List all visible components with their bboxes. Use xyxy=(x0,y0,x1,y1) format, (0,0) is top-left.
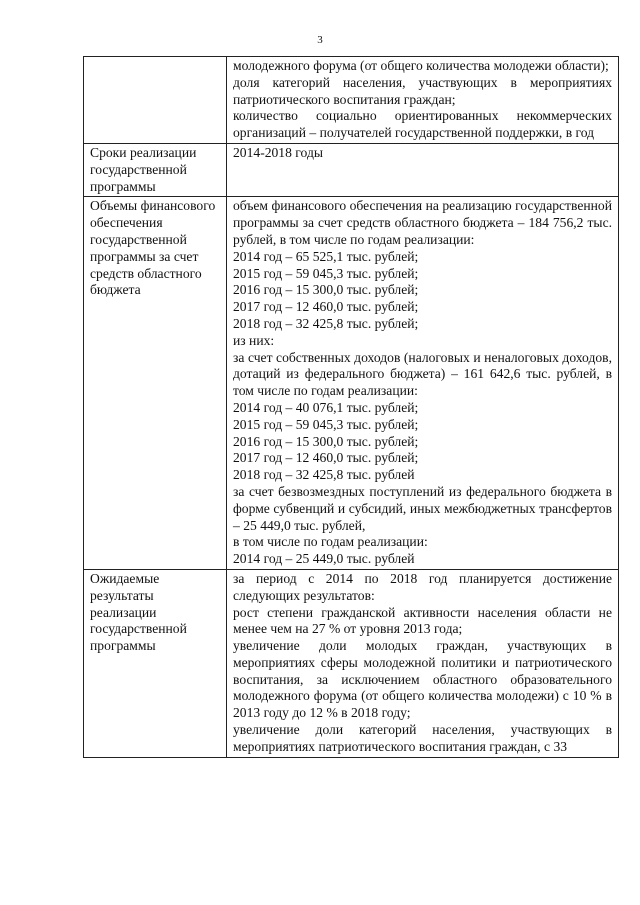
program-passport-table xyxy=(83,56,619,758)
value-line: 2015 год – 59 045,3 тыс. рублей; xyxy=(233,416,419,432)
value-line: 2014 год – 65 525,1 тыс. рублей; xyxy=(233,248,419,264)
value-line: за счет безвозмездных поступлений из федерального бюджета в форме субвенций и субсидий, иных межбюджетных трансфертов – 25 449,0 тыс. рублей, xyxy=(233,483,612,533)
value-line: увеличение доли категорий населения, участвующих в мероприятиях патриотического воспитания граждан, с 33 xyxy=(233,722,612,754)
value-line: 2017 год – 12 460,0 тыс. рублей; xyxy=(233,299,419,315)
value-line: увеличение доли молодых граждан, участвующих в мероприятиях сферы молодежной политики и патриотического воспитания, за исключением областного образовательного молодежного форума (от общего количества молодежи) с 10 % в 2013 году до 12 % в 2018 году; xyxy=(233,638,612,721)
value-line: количество социально ориентированных некоммерческих организаций – получателей государственной поддержки, в год xyxy=(233,108,612,141)
row-value-indicators xyxy=(227,57,619,144)
value-line: за период с 2014 по 2018 год планируется достижение следующих результатов: xyxy=(233,570,612,603)
row-label xyxy=(84,57,227,144)
value-line: из них: xyxy=(233,332,275,348)
table-row-expected-results xyxy=(84,569,619,757)
row-label: Объемы финансового обеспечения государственной программы за счет средств областного бюджета xyxy=(84,197,227,570)
value-line: 2018 год – 32 425,8 тыс. рублей xyxy=(233,467,415,483)
value-line: 2018 год – 32 425,8 тыс. рублей; xyxy=(233,315,419,331)
row-value-results xyxy=(227,569,619,757)
value-line: за счет собственных доходов (налоговых и неналоговых доходов, дотаций из федерального бюджета) – 161 642,6 тыс. рублей, в том числе по годам реализации: xyxy=(233,349,612,399)
value-line: доля категорий населения, участвующих в мероприятиях патриотического воспитания граждан; xyxy=(233,74,612,107)
row-label: Ожидаемые результаты реализации государственной программы xyxy=(84,569,227,757)
value-line: 2014 год – 40 076,1 тыс. рублей; xyxy=(233,399,419,415)
value-line: 2014 год – 25 449,0 тыс. рублей xyxy=(233,551,415,567)
page-number: 3 xyxy=(317,34,323,46)
row-value-funding xyxy=(227,197,619,570)
row-label: Сроки реализации государственной программы xyxy=(84,143,227,196)
value-line: 2015 год – 59 045,3 тыс. рублей; xyxy=(233,265,419,281)
row-value-terms xyxy=(227,143,619,196)
value-line: молодежного форума (от общего количества молодежи области); xyxy=(233,58,609,73)
table-row-terms xyxy=(84,143,619,196)
value-line: 2016 год – 15 300,0 тыс. рублей; xyxy=(233,433,419,449)
table-row-funding xyxy=(84,197,619,570)
value-line: 2016 год – 15 300,0 тыс. рублей; xyxy=(233,282,419,298)
value-line: в том числе по годам реализации: xyxy=(233,534,428,550)
value-line: 2017 год – 12 460,0 тыс. рублей; xyxy=(233,450,419,466)
table-row-continuation xyxy=(84,57,619,144)
value-line: рост степени гражданской активности населения области не менее чем на 27 % от уровня 2013 года; xyxy=(233,604,612,637)
value-line: объем финансового обеспечения на реализацию государственной программы за счет средств областного бюджета – 184 756,2 тыс. рублей, в том числе по годам реализации: xyxy=(233,198,612,247)
value-line: 2014-2018 годы xyxy=(233,144,323,160)
